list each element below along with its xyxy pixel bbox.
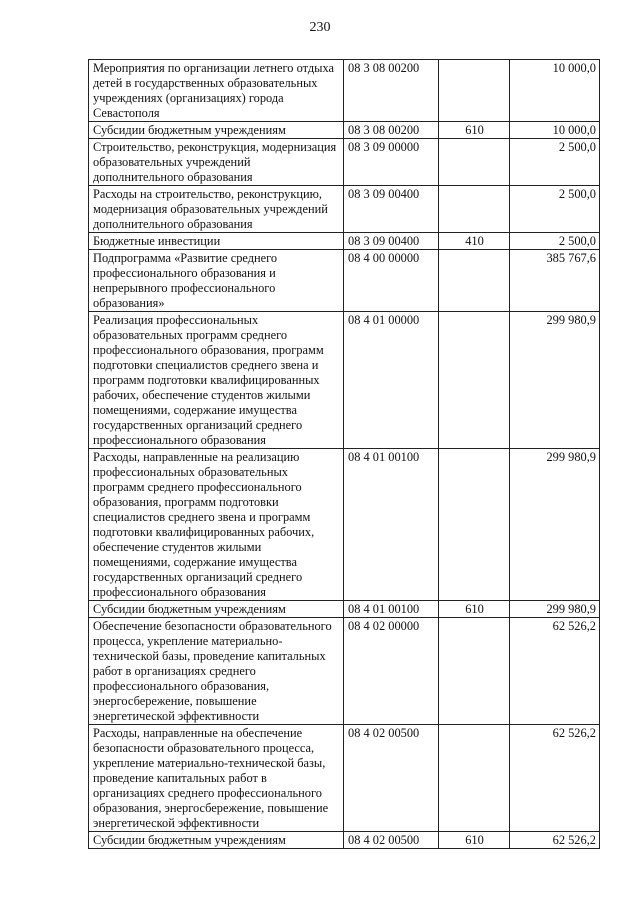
row-name: Расходы, направленные на реализацию профессиональных образовательных программ среднего профессионального образования, программ подготовки специалистов среднего звена и программ подготовки квалифицированных рабочих, обеспечение студентов жилыми помещениями, содержание имущества государственных организаций среднего профессионального образования [89,449,344,601]
row-name: Субсидии бюджетным учреждениям [89,601,344,618]
table-row [89,601,600,618]
row-expense-type: 410 [439,233,510,250]
row-code: 08 3 09 00400 [344,186,439,233]
row-code: 08 4 02 00500 [344,832,439,849]
row-expense-type [439,449,510,601]
table-row [89,139,600,186]
row-sum: 62 526,2 [510,832,600,849]
table-row [89,186,600,233]
row-code: 08 4 00 00000 [344,250,439,312]
budget-table-body [89,60,600,849]
row-expense-type [439,139,510,186]
row-code: 08 3 08 00200 [344,122,439,139]
row-sum: 2 500,0 [510,233,600,250]
page-number: 230 [309,20,331,35]
row-code: 08 4 02 00500 [344,725,439,832]
row-sum: 385 767,6 [510,250,600,312]
table-row [89,122,600,139]
row-name: Бюджетные инвестиции [89,233,344,250]
row-name: Реализация профессиональных образовательных программ среднего профессионального образования, программ подготовки специалистов среднего звена и программ подготовки квалифицированных рабочих, обеспечение студентов жилыми помещениями, содержание имущества государственных организаций среднего профессионального образования [89,312,344,449]
row-expense-type [439,725,510,832]
row-expense-type [439,60,510,122]
row-sum: 62 526,2 [510,618,600,725]
table-row [89,233,600,250]
row-sum: 299 980,9 [510,601,600,618]
row-sum: 10 000,0 [510,60,600,122]
row-name: Подпрограмма «Развитие среднего профессионального образования и непрерывного профессионального образования» [89,250,344,312]
row-name: Обеспечение безопасности образовательного процесса, укрепление материально-технической базы, проведение капитальных работ в организациях среднего профессионального образования, энергосбережение, повышение энергетической эффективности [89,618,344,725]
row-sum: 62 526,2 [510,725,600,832]
row-sum: 10 000,0 [510,122,600,139]
row-name: Субсидии бюджетным учреждениям [89,832,344,849]
row-expense-type: 610 [439,832,510,849]
table-row [89,449,600,601]
row-sum: 299 980,9 [510,312,600,449]
row-code: 08 4 01 00100 [344,601,439,618]
table-row [89,618,600,725]
row-sum: 2 500,0 [510,139,600,186]
table-row [89,312,600,449]
table-row [89,832,600,849]
row-expense-type [439,618,510,725]
budget-table [88,59,600,849]
row-name: Строительство, реконструкция, модернизация образовательных учреждений дополнительного образования [89,139,344,186]
row-expense-type [439,250,510,312]
table-row [89,725,600,832]
row-expense-type: 610 [439,601,510,618]
row-name: Расходы, направленные на обеспечение безопасности образовательного процесса, укрепление материально-технической базы, проведение капитальных работ в организациях среднего профессионального образования, энергосбережение, повышение энергетической эффективности [89,725,344,832]
row-expense-type [439,312,510,449]
row-name: Расходы на строительство, реконструкцию, модернизация образовательных учреждений дополнительного образования [89,186,344,233]
row-expense-type [439,186,510,233]
row-code: 08 3 09 00000 [344,139,439,186]
row-code: 08 3 08 00200 [344,60,439,122]
row-code: 08 4 01 00000 [344,312,439,449]
row-sum: 299 980,9 [510,449,600,601]
row-code: 08 4 02 00000 [344,618,439,725]
row-name: Субсидии бюджетным учреждениям [89,122,344,139]
row-code: 08 3 09 00400 [344,233,439,250]
table-row [89,60,600,122]
row-name: Мероприятия по организации летнего отдыха детей в государственных образовательных учреждениях (организациях) города Севастополя [89,60,344,122]
row-sum: 2 500,0 [510,186,600,233]
table-row [89,250,600,312]
row-expense-type: 610 [439,122,510,139]
row-code: 08 4 01 00100 [344,449,439,601]
